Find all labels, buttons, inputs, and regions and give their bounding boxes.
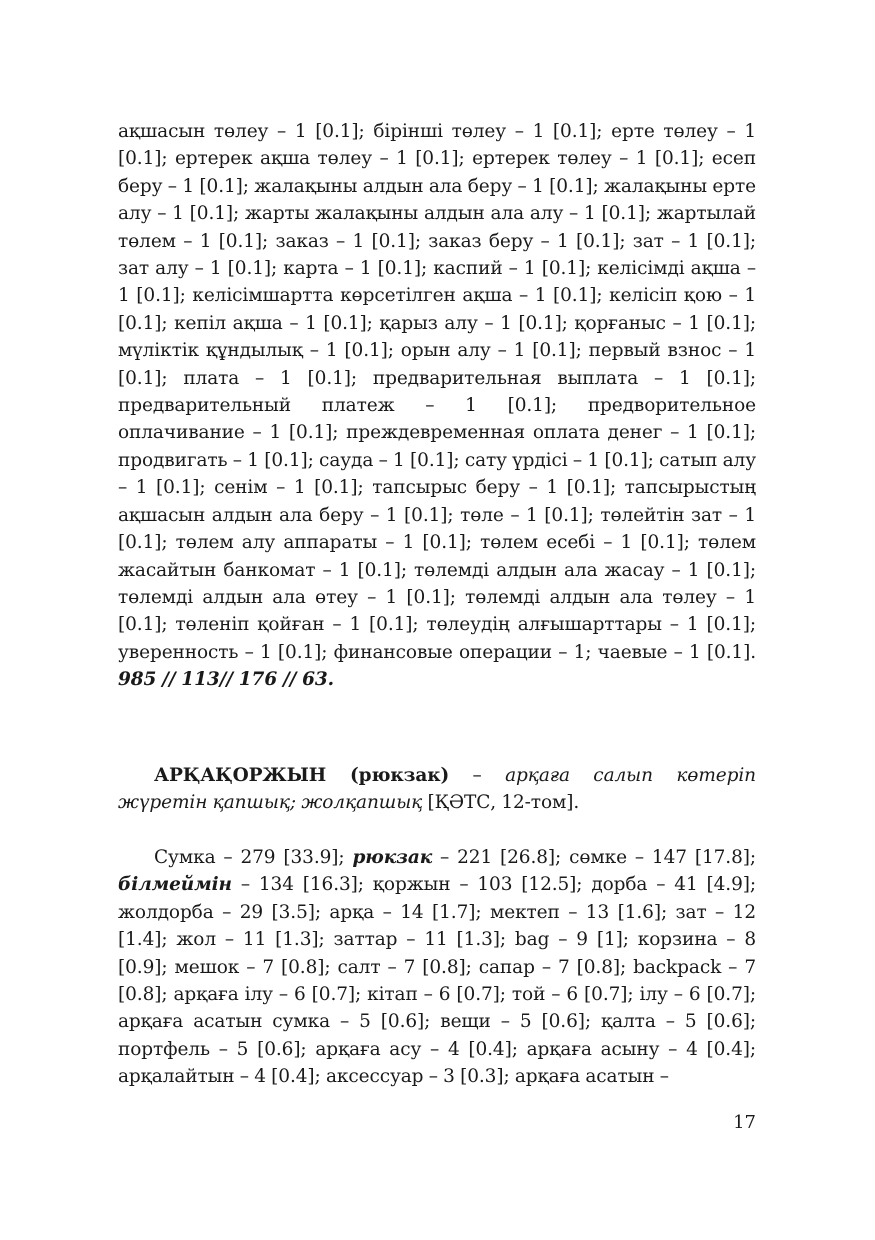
- entry-previous-paragraph: [118, 118, 756, 694]
- responses-text-1: Сумка – 279 [33.9];: [154, 847, 353, 868]
- entry-previous-stats: 985 // 113// 176 // 63.: [118, 669, 334, 691]
- responses-paragraph: [118, 844, 756, 1091]
- headword-paragraph: [118, 762, 756, 817]
- responses-text-2: – 221 [26.8]; сөмке – 147 [17.8];: [432, 847, 756, 868]
- responses-text-3: – 134 [16.3]; қоржын – 103 [12.5]; дорба – 41 [4.9]; жолдорба – 29 [3.5]; арқа – 14 [1.7]; мектеп – 13 [1.6]; зат – 12 [1.4]; жол – 11 [1.3]; заттар – 11 [1.3]; bag – 9 [1]; корзина – 8 [0.9]; мешок – 7 [0.8]; салт – 7 [0.8]; сапар – 7 [0.8]; backpack – 7 [0.8]; арқаға ілу – 6 [0.7]; кітап – 6 [0.7]; той – 6 [0.7]; ілу – 6 [0.7]; арқаға асатын сумка – 5 [0.6]; вещи – 5 [0.6]; қалта – 5 [0.6]; портфель – 5 [0.6]; арқаға асу – 4 [0.4]; арқаға асыну – 4 [0.4]; арқалайтын – 4 [0.4]; аксессуар – 3 [0.3]; арқаға асатын –: [118, 874, 756, 1088]
- headword-dash: –: [449, 765, 506, 786]
- responses-bold-2: білмеймін: [118, 874, 232, 896]
- responses-bold-1: рюкзак: [352, 847, 433, 868]
- entry-previous-text: ақшасын төлеу – 1 [0.1]; бірінші төлеу – 1 [0.1]; ерте төлеу – 1 [0.1]; ертерек ақша төлеу – 1 [0.1]; ертерек төлеу – 1 [0.1]; есеп беру – 1 [0.1]; жалақыны алдын ала беру – 1 [0.1]; жалақыны ерте алу – 1 [0.1]; жарты жалақыны алдын ала алу – 1 [0.1]; жартылай төлем – 1 [0.1]; заказ – 1 [0.1]; заказ беру – 1 [0.1]; зат – 1 [0.1]; зат алу – 1 [0.1]; карта – 1 [0.1]; каспий – 1 [0.1]; келісімді ақша – 1 [0.1]; келісімшартта көрсетілген ақша – 1 [0.1]; келісіп қою – 1 [0.1]; кепіл ақша – 1 [0.1]; қарыз алу – 1 [0.1]; қорғаныс – 1 [0.1]; мүліктік құндылық – 1 [0.1]; орын алу – 1 [0.1]; первый взнос – 1 [0.1]; плата – 1 [0.1]; предварительная выплата – 1 [0.1]; предварительный платеж – 1 [0.1]; предворительное оплачивание – 1 [0.1]; преждевременная оплата денег – 1 [0.1]; продвигать – 1 [0.1]; сауда – 1 [0.1]; сату үрдісі – 1 [0.1]; сатып алу – 1 [0.1]; сенім – 1 [0.1]; тапсырыс беру – 1 [0.1]; тапсырыстың ақшасын алдын ала беру – 1 [0.1]; төле – 1 [0.1]; төлейтін зат – 1 [0.1]; төлем алу аппараты – 1 [0.1]; төлем есебі – 1 [0.1]; төлем жасайтын банкомат – 1 [0.1]; төлемді алдын ала жасау – 1 [0.1]; төлемді алдын ала өтеу – 1 [0.1]; төлемді алдын ала төлеу – 1 [0.1]; төленіп қойған – 1 [0.1]; төлеудің алғышарттары – 1 [0.1]; уверенность – 1 [0.1]; финансовые операции – 1; чаевые – 1 [0.1].: [118, 121, 756, 663]
- headword-definition: арқаға салып көтеріп жүретін қапшық; жолқапшық: [118, 765, 756, 814]
- page-number: 17: [733, 1112, 756, 1133]
- headword-source: [ҚӘТС, 12-том].: [422, 792, 580, 814]
- headword: АРҚАҚОРЖЫН (рюкзак): [154, 765, 450, 786]
